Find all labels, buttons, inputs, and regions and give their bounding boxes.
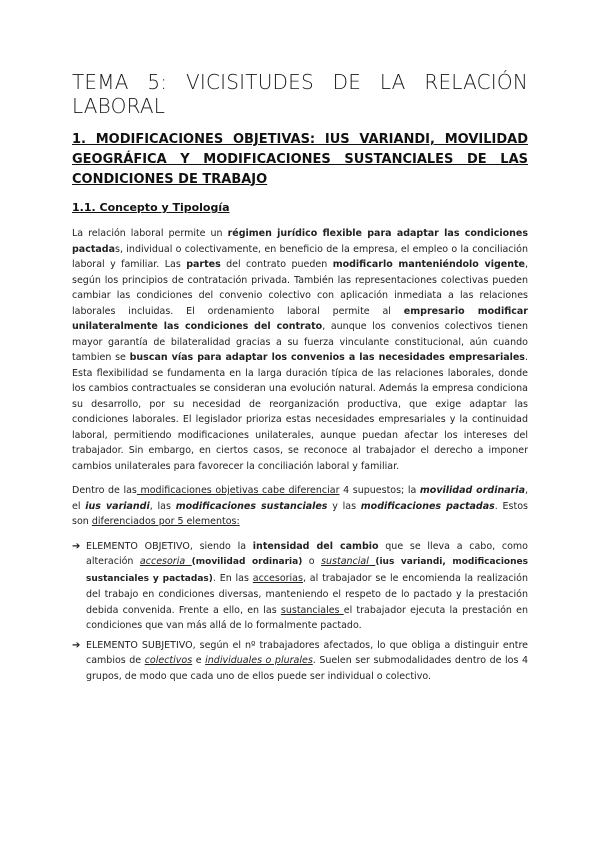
section-1-heading: 1. MODIFICACIONES OBJETIVAS: IUS VARIANDI, MOVILIDAD GEOGRÁFICA Y MODIFICACIONES SUSTANCIALES DE LAS CONDICIONES DE TRABAJO	[72, 132, 528, 187]
list-item-elemento-objetivo: ➔ ELEMENTO OBJETIVO, siendo la intensidad del cambio que se lleva a cabo, como alteración accesoria (movilidad ordinaria) o sustancial (ius variandi, modificaciones sustanciales y pactadas). En las accesorias, al trabajador se le encomienda la realización del trabajo en condiciones diversas, manteniendo el respeto de lo pactado y la prestación debida convenida. Frente a ello, en las sustanciales el trabajador ejecuta la prestación en condiciones que van más allá de lo formalmente pactado.	[72, 540, 529, 631]
arrow-right-icon: ➔	[72, 540, 81, 552]
elements-list	[72, 539, 528, 685]
document-title: TEMA 5: VICISITUDES DE LA RELACIÓN LABORAL	[72, 70, 528, 118]
document-page	[72, 70, 528, 688]
list-item-elemento-subjetivo: ➔ ELEMENTO SUBJETIVO, según el nº trabajadores afectados, lo que obliga a distinguir entre cambios de colectivos e individuales o plurales. Suelen ser submodalidades dentro de los 4 grupos, de modo que cada uno de ellos puede ser individual o colectivo.	[72, 639, 528, 682]
section-1-1-heading: 1.1. Concepto y Tipología	[72, 201, 230, 214]
arrow-right-icon: ➔	[72, 639, 81, 651]
paragraph-supuestos: Dentro de las modificaciones objetivas cabe diferenciar 4 supuestos; la movilidad ordinaria, el ius variandi, las modificaciones sustanciales y las modificaciones pactadas. Estos son diferenciados por 5 elementos:	[72, 485, 529, 527]
paragraph-concepto: La relación laboral permite un régimen jurídico flexible para adaptar las condiciones pactadas, individual o colectivamente, en beneficio de la empresa, el empleo o la conciliación laboral y familiar. Las partes del contrato pueden modificarlo manteniéndolo vigente, según los principios de contratación privada. También las representaciones colectivas pueden cambiar las condiciones del convenio colectivo con aplicación inmediata a las relaciones laborales incluidas. El ordenamiento laboral permite al empresario modificar unilateralmente las condiciones del contrato, aunque los convenios colectivos tienen mayor garantía de bilateralidad gracias a su fuerza vinculante constitucional, aún cuando tambien se buscan vías para adaptar los convenios a las necesidades empresariales. Esta flexibilidad se fundamenta en la larga duración típica de las relaciones laborales, donde los cambios contractuales se consideran una evolución natural. Además la empresa condiciona su desarrollo, por su necesidad de reorganización productiva, que exige adaptar las condiciones laborales. El legislador prioriza estas necesidades empresariales y la continuidad laboral, permitiendo modificaciones unilaterales, aunque puedan afectar los intereses del trabajador. Sin embargo, en ciertos casos, se reconoce al trabajador el derecho a imponer cambios unilaterales para favorecer la conciliación laboral y familiar.	[72, 228, 529, 472]
